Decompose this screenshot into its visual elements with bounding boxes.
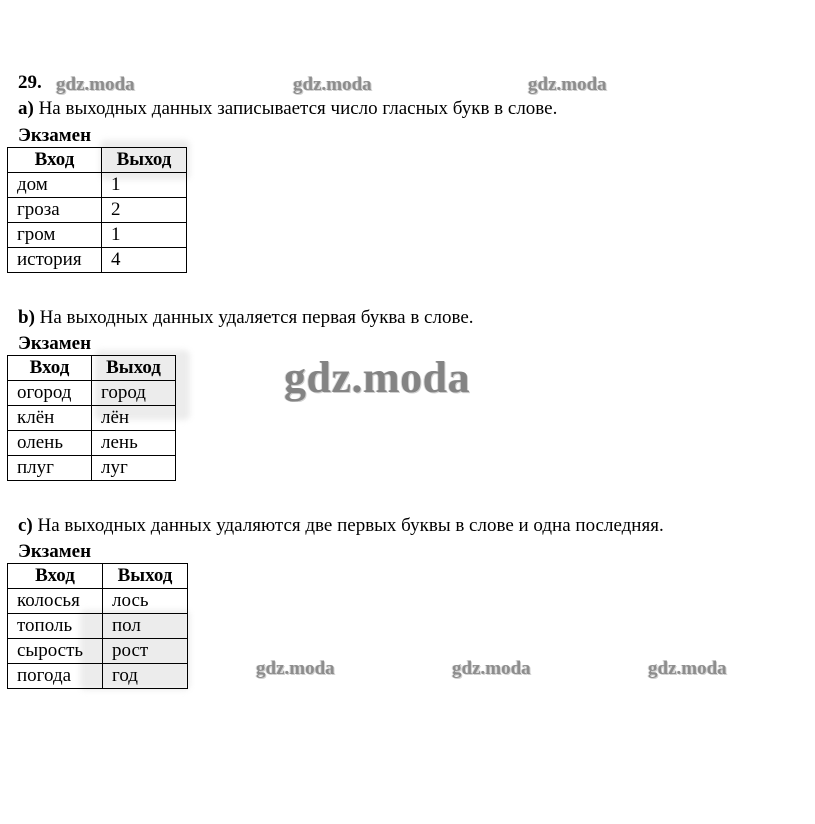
input-cell: плуг (8, 456, 92, 481)
table-row (8, 198, 187, 223)
output-cell: лень (92, 431, 176, 456)
table-row (8, 173, 187, 198)
table-row (8, 223, 187, 248)
part-a-text: На выходных данных записывается число гласных букв в слове. (33, 98, 558, 119)
part-c-letter: c) (18, 515, 33, 536)
table-row (8, 614, 188, 639)
input-cell: история (8, 248, 102, 273)
table-row (8, 431, 176, 456)
watermark: gdz.moda (293, 74, 372, 95)
part-c-text: На выходных данных удаляются две первых буквы в слове и одна последняя. (32, 515, 664, 536)
output-cell: 2 (102, 198, 187, 223)
watermark: gdz.moda (56, 74, 135, 95)
input-cell: сырость (8, 639, 103, 664)
table-row (8, 381, 176, 406)
input-cell: колосья (8, 589, 103, 614)
part-a-statement (18, 98, 557, 120)
input-cell: олень (8, 431, 92, 456)
input-cell: тополь (8, 614, 103, 639)
table-header-row (8, 356, 176, 381)
table-header-row (8, 148, 187, 173)
input-cell: погода (8, 664, 103, 689)
part-b-statement (18, 307, 474, 329)
part-b-exam-label: Экзамен (18, 333, 92, 354)
part-c-table (7, 563, 188, 689)
header-input: Вход (8, 148, 102, 173)
part-a-exam-label: Экзамен (18, 125, 92, 146)
output-cell: 1 (102, 173, 187, 198)
output-cell: луг (92, 456, 176, 481)
part-a-letter: a) (18, 98, 34, 119)
header-output: Выход (92, 356, 176, 381)
table-row (8, 248, 187, 273)
output-cell: лось (103, 589, 188, 614)
table-row (8, 664, 188, 689)
input-cell: клён (8, 406, 92, 431)
output-cell: лён (92, 406, 176, 431)
output-cell: год (103, 664, 188, 689)
part-b-text: На выходных данных удаляется первая буква в слове. (34, 307, 474, 328)
part-c-statement (18, 515, 664, 537)
input-cell: гроза (8, 198, 102, 223)
output-cell: 4 (102, 248, 187, 273)
part-b-letter: b) (18, 307, 35, 328)
watermark: gdz.moda (452, 658, 531, 679)
watermark: gdz.moda (256, 658, 335, 679)
table-row (8, 589, 188, 614)
header-input: Вход (8, 356, 92, 381)
input-cell: гром (8, 223, 102, 248)
table-header-row (8, 564, 188, 589)
header-output: Выход (102, 148, 187, 173)
watermark: gdz.moda (648, 658, 727, 679)
watermark: gdz.moda (528, 74, 607, 95)
input-cell: огород (8, 381, 92, 406)
table-row (8, 406, 176, 431)
header-output: Выход (103, 564, 188, 589)
output-cell: рост (103, 639, 188, 664)
task-number: 29. (18, 72, 42, 93)
table-row (8, 639, 188, 664)
part-b-table (7, 355, 176, 481)
output-cell: пол (103, 614, 188, 639)
table-row (8, 456, 176, 481)
part-c-exam-label: Экзамен (18, 541, 92, 562)
header-input: Вход (8, 564, 103, 589)
watermark-large: gdz.moda (284, 353, 471, 402)
output-cell: город (92, 381, 176, 406)
input-cell: дом (8, 173, 102, 198)
part-a-table (7, 147, 187, 273)
output-cell: 1 (102, 223, 187, 248)
